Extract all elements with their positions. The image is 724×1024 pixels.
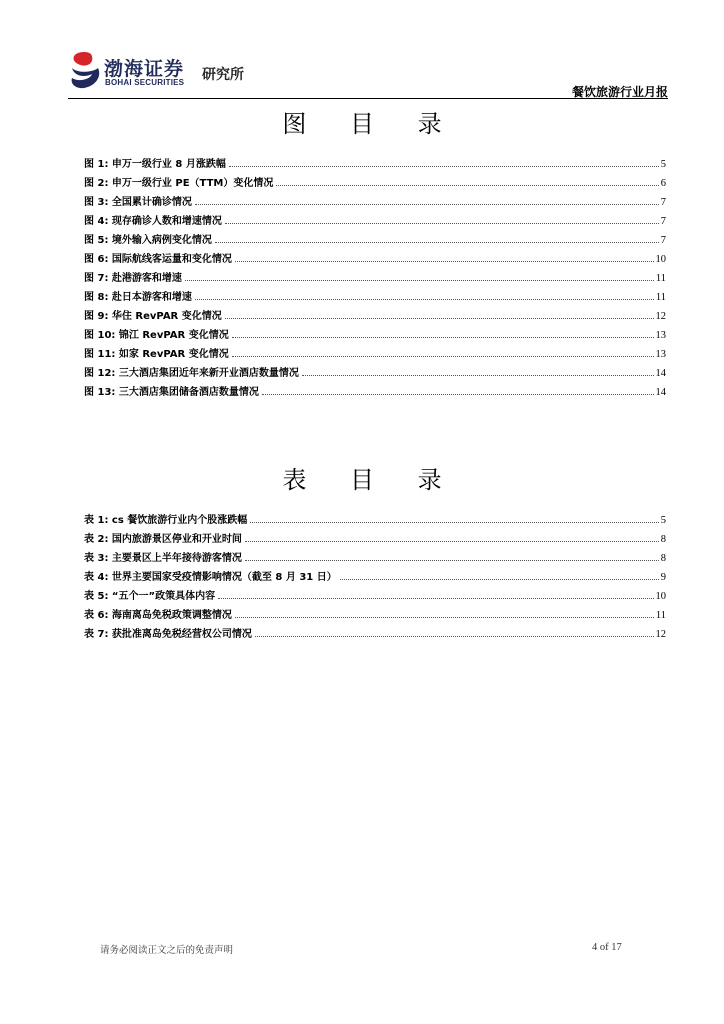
page-number: 4 of 17: [592, 942, 622, 953]
toc-dot-leader: [185, 280, 654, 281]
institute-label: 研究所: [202, 67, 244, 83]
toc-entry-page[interactable]: 13: [655, 330, 666, 341]
toc-entry-label[interactable]: 表 4: 世界主要国家受疫情影响情况（截至 8 月 31 日）: [84, 572, 337, 583]
toc-entry-page[interactable]: 7: [660, 197, 666, 208]
toc-entry-page[interactable]: 8: [660, 553, 666, 564]
toc-entry[interactable]: [84, 231, 666, 250]
toc-dot-leader: [245, 541, 659, 542]
toc-dot-leader: [245, 560, 659, 561]
toc-dot-leader: [276, 185, 658, 186]
tables-toc-title: 表 目 录: [282, 466, 460, 494]
toc-dot-leader: [235, 261, 654, 262]
toc-dot-leader: [340, 579, 659, 580]
toc-entry[interactable]: [84, 288, 666, 307]
toc-entry[interactable]: [84, 587, 666, 606]
toc-dot-leader: [250, 522, 658, 523]
toc-entry-label[interactable]: 图 13: 三大酒店集团储备酒店数量情况: [84, 387, 259, 398]
toc-entry-page[interactable]: 13: [655, 349, 666, 360]
toc-entry[interactable]: [84, 568, 666, 587]
toc-dot-leader: [255, 636, 654, 637]
toc-entry-label[interactable]: 图 2: 申万一级行业 PE（TTM）变化情况: [84, 178, 274, 189]
toc-entry-label[interactable]: 图 4: 现存确诊人数和增速情况: [84, 216, 222, 227]
toc-entry-label[interactable]: 图 11: 如家 RevPAR 变化情况: [84, 349, 229, 360]
toc-entry-page[interactable]: 11: [655, 292, 666, 303]
bohai-logo-icon: [68, 50, 102, 90]
logo-english-name: BOHAI SECURITIES: [105, 78, 185, 87]
toc-entry-page[interactable]: 5: [660, 515, 666, 526]
toc-dot-leader: [218, 598, 653, 599]
toc-dot-leader: [195, 299, 654, 300]
toc-entry-page[interactable]: 11: [655, 273, 666, 284]
toc-entry-label[interactable]: 图 6: 国际航线客运量和变化情况: [84, 254, 232, 265]
toc-entry-label[interactable]: 图 9: 华住 RevPAR 变化情况: [84, 311, 222, 322]
toc-entry-page[interactable]: 12: [655, 311, 666, 322]
toc-entry[interactable]: [84, 364, 666, 383]
toc-dot-leader: [235, 617, 654, 618]
toc-entry-page[interactable]: 9: [660, 572, 666, 583]
toc-dot-leader: [225, 223, 659, 224]
toc-entry-page[interactable]: 10: [655, 254, 666, 265]
figures-toc-title: 图 目 录: [282, 110, 460, 138]
toc-dot-leader: [232, 356, 654, 357]
toc-entry[interactable]: [84, 383, 666, 402]
toc-entry-page[interactable]: 5: [660, 159, 666, 170]
toc-entry-label[interactable]: 图 8: 赴日本游客和增速: [84, 292, 192, 303]
toc-entry-label[interactable]: 表 1: cs 餐饮旅游行业内个股涨跌幅: [84, 515, 248, 526]
toc-dot-leader: [302, 375, 654, 376]
toc-entry-label[interactable]: 表 5: “五个一”政策具体内容: [84, 591, 216, 602]
disclaimer-note: 请务必阅读正文之后的免责声明: [100, 945, 234, 956]
toc-entry-label[interactable]: 表 6: 海南离岛免税政策调整情况: [84, 610, 232, 621]
toc-dot-leader: [215, 242, 659, 243]
toc-dot-leader: [225, 318, 654, 319]
logo-chinese-name: 渤海证券: [104, 58, 185, 80]
toc-entry-page[interactable]: 6: [660, 178, 666, 189]
header-divider: [68, 98, 668, 99]
toc-entry-page[interactable]: 14: [655, 368, 666, 379]
tables-toc-list: [84, 511, 666, 644]
report-title: 餐饮旅游行业月报: [571, 85, 668, 99]
toc-entry-label[interactable]: 图 12: 三大酒店集团近年来新开业酒店数量情况: [84, 368, 299, 379]
toc-entry[interactable]: [84, 269, 666, 288]
toc-entry-label[interactable]: 图 7: 赴港游客和增速: [84, 273, 182, 284]
toc-entry-label[interactable]: 图 5: 境外输入病例变化情况: [84, 235, 212, 246]
toc-entry[interactable]: [84, 193, 666, 212]
toc-entry[interactable]: [84, 530, 666, 549]
toc-entry[interactable]: [84, 549, 666, 568]
toc-entry-page[interactable]: 7: [660, 216, 666, 227]
page-header: [68, 50, 668, 98]
toc-dot-leader: [232, 337, 654, 338]
toc-entry[interactable]: [84, 212, 666, 231]
toc-entry-label[interactable]: 表 7: 获批准离岛免税经营权公司情况: [84, 629, 252, 640]
toc-entry[interactable]: [84, 250, 666, 269]
toc-entry-page[interactable]: 12: [655, 629, 666, 640]
toc-entry[interactable]: [84, 606, 666, 625]
toc-entry[interactable]: [84, 326, 666, 345]
toc-entry-page[interactable]: 11: [655, 610, 666, 621]
toc-entry[interactable]: [84, 155, 666, 174]
toc-entry-page[interactable]: 14: [655, 387, 666, 398]
toc-entry[interactable]: [84, 625, 666, 644]
toc-dot-leader: [195, 204, 659, 205]
toc-entry-label[interactable]: 表 2: 国内旅游景区停业和开业时间: [84, 534, 242, 545]
toc-entry[interactable]: [84, 174, 666, 193]
toc-entry-page[interactable]: 10: [655, 591, 666, 602]
toc-entry[interactable]: [84, 345, 666, 364]
figures-toc-list: [84, 155, 666, 402]
toc-dot-leader: [262, 394, 654, 395]
toc-entry-label[interactable]: 图 3: 全国累计确诊情况: [84, 197, 192, 208]
toc-entry-page[interactable]: 7: [660, 235, 666, 246]
toc-entry[interactable]: [84, 511, 666, 530]
toc-entry-label[interactable]: 图 10: 锦江 RevPAR 变化情况: [84, 330, 229, 341]
toc-entry-page[interactable]: 8: [660, 534, 666, 545]
toc-entry-label[interactable]: 图 1: 申万一级行业 8 月涨跌幅: [84, 159, 226, 170]
toc-entry[interactable]: [84, 307, 666, 326]
toc-entry-label[interactable]: 表 3: 主要景区上半年接待游客情况: [84, 553, 242, 564]
toc-dot-leader: [229, 166, 659, 167]
